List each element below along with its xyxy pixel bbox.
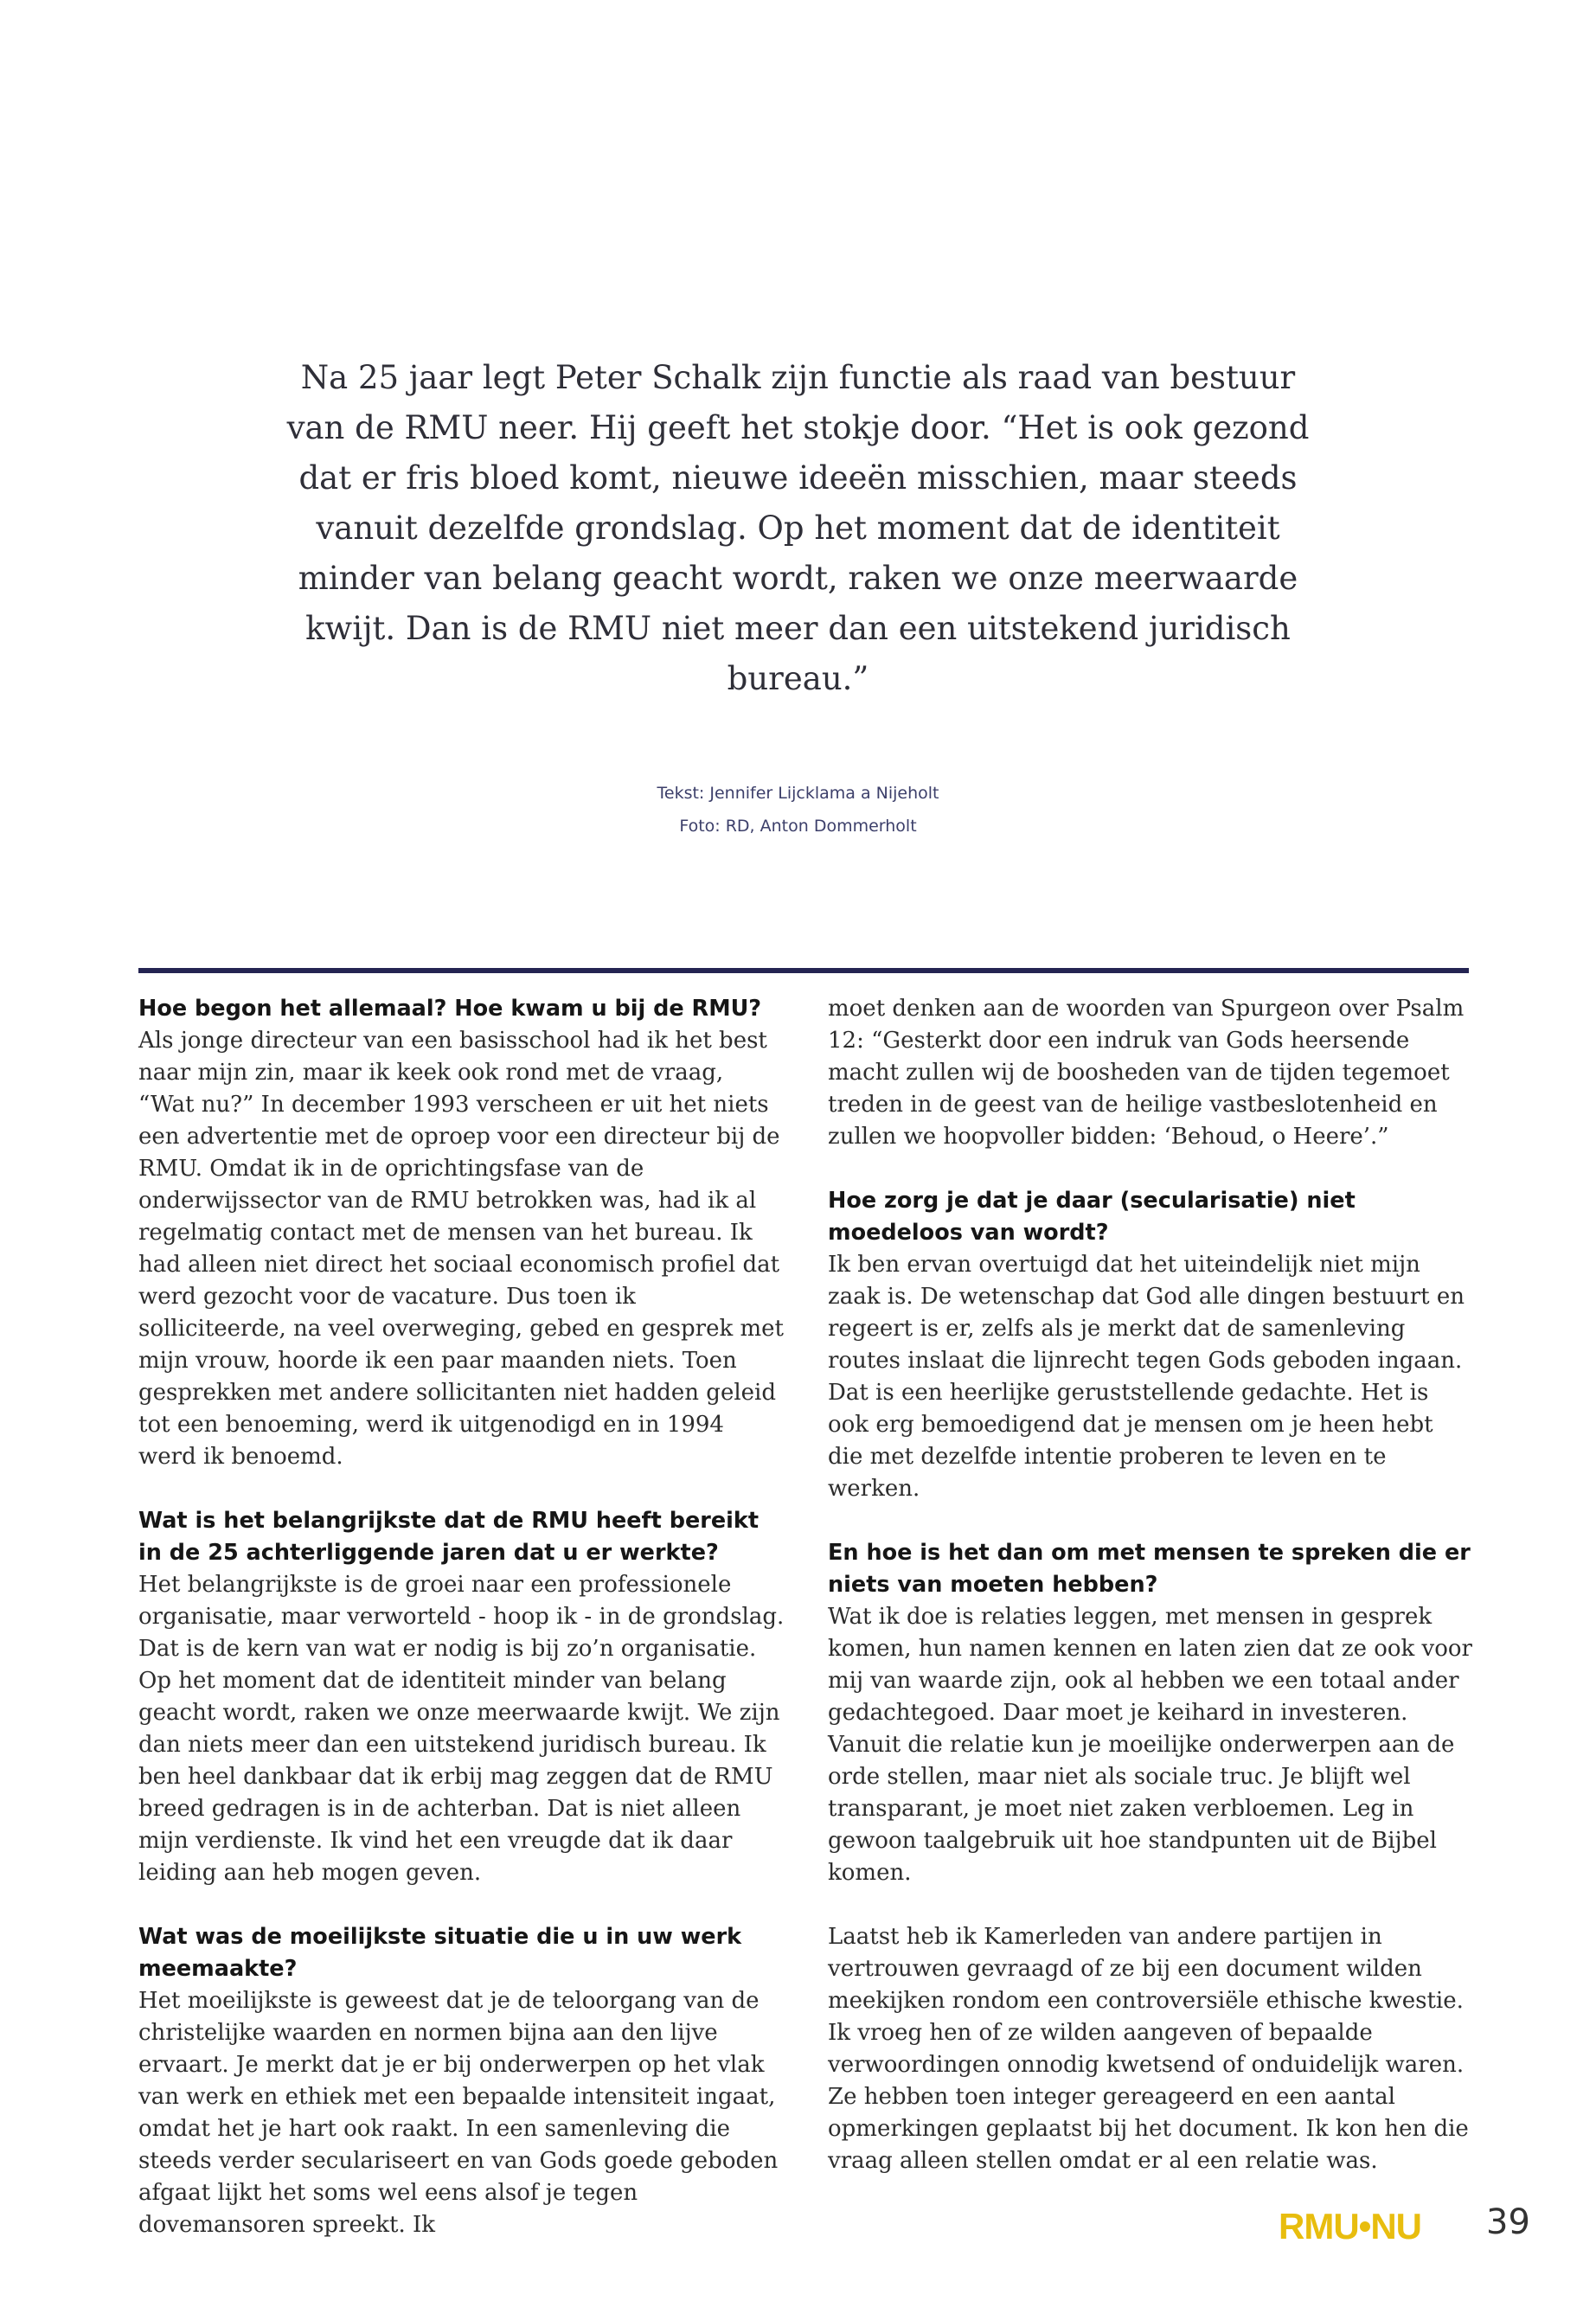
question-heading: Hoe zorg je dat je daar (secularisatie) niet moedeloos van wordt? bbox=[828, 1188, 1356, 1246]
question-heading: Wat was de moeilijkste situatie die u in uw werk meemaakte? bbox=[138, 1924, 742, 1982]
answer-paragraph: Als jonge directeur van een basisschool had ik het best naar mijn zin, maar ik keek ook rond met de vraag, “Wat nu?” In december 1993 verscheen er uit het niets een advertentie met de oproep voor een directeur bij de RMU. Omdat ik in de oprichtingsfase van de onderwijssector van de RMU betrokken was, had ik al regelmatig contact met de mensen van het bureau. Ik had alleen niet direct het sociaal economisch profiel dat werd gezocht voor de vacature. Dus toen ik solliciteerde, na veel overweging, gebed en gesprek met mijn vrouw, hoorde ik een paar maanden niets. Toen gesprekken met andere sollicitanten niet hadden geleid tot een benoeming, werd ik uitgenodigd en in 1994 werd ik benoemd. bbox=[138, 1028, 784, 1470]
column-right bbox=[828, 993, 1472, 2177]
question-heading: Wat is het belangrijkste dat de RMU heeft bereikt in de 25 achterliggende jaren dat u er werkte? bbox=[138, 1508, 760, 1566]
photo-credit: Foto: RD, Anton Dommerholt bbox=[679, 817, 917, 836]
column-left bbox=[138, 993, 785, 2241]
credits bbox=[484, 777, 1112, 843]
section-divider bbox=[138, 968, 1469, 973]
answer-paragraph: moet denken aan de woorden van Spurgeon over Psalm 12: “Gesterkt door een indruk van Gods heersende macht zullen wij de boosheden van de tijden tegemoet treden in de geest van de heilige vastbeslotenheid en zullen we hoopvoller bidden: ‘Behoud, o Heere’.” bbox=[828, 996, 1465, 1150]
answer-paragraph: Ik ben ervan overtuigd dat het uiteindelijk niet mijn zaak is. De wetenschap dat God alle dingen bestuurt en regeert is er, zelfs als je merkt dat de samenleving routes inslaat die lijnrecht tegen Gods geboden ingaan. Dat is een heerlijke geruststellende gedachte. Het is ook erg bemoedigend dat je mensen om je heen hebt die met dezelfde intentie proberen te leven en te werken. bbox=[828, 1252, 1465, 1502]
author-credit: Tekst: Jennifer Lijcklama a Nijeholt bbox=[657, 784, 939, 803]
intro-lead: Na 25 jaar legt Peter Schalk zijn functie als raad van bestuur van de RMU neer. Hij geeft het stokje door. “Het is ook gezond dat er fris bloed komt, nieuwe ideeën misschien, maar steeds vanuit dezelfde grondslag. Op het moment dat de identiteit minder van belang geacht wordt, raken we onze meerwaarde kwijt. Dan is de RMU niet meer dan een uitstekend juridisch bureau.” bbox=[286, 359, 1310, 697]
answer-paragraph: Het moeilijkste is geweest dat je de teloorgang van de christelijke waarden en normen bijna aan den lijve ervaart. Je merkt dat je er bij onderwerpen op het vlak van werk en ethiek met een bepaalde intensiteit ingaat, omdat het je hart ook raakt. In een samenleving die steeds verder seculariseert en van Gods goede geboden afgaat lijkt het soms wel eens alsof je tegen dovemansoren spreekt. Ik bbox=[138, 1988, 779, 2238]
answer-paragraph: Wat ik doe is relaties leggen, met mensen in gesprek komen, hun namen kennen en laten zien dat ze ook voor mij van waarde zijn, ook al hebben we een totaal ander gedachtegoed. Daar moet je keihard in investeren. Vanuit die relatie kun je moeilijke onderwerpen aan de orde stellen, maar niet als sociale truc. Je blijft wel transparant, je moet niet zaken verbloemen. Leg in gewoon taalgebruik uit hoe standpunten uit de Bijbel komen. bbox=[828, 1604, 1472, 1886]
answer-paragraph: Laatst heb ik Kamerleden van andere partijen in vertrouwen gevraagd of ze bij een document wilden meekijken rondom een controversiële ethische kwestie. Ik vroeg hen of ze wilden aangeven of bepaalde verwoordingen onnodig kwetsend of onduidelijk waren. Ze hebben toen integer gereageerd en een aantal opmerkingen geplaatst bij het document. Ik kon hen die vraag alleen stellen omdat er al een relatie was. bbox=[828, 1924, 1469, 2174]
page-number: 39 bbox=[1486, 2202, 1530, 2242]
question-heading: En hoe is het dan om met mensen te spreken die er niets van moeten hebben? bbox=[828, 1540, 1471, 1598]
brand-logo: RMU•NU bbox=[1279, 2206, 1422, 2247]
question-heading: Hoe begon het allemaal? Hoe kwam u bij de RMU? bbox=[138, 996, 762, 1022]
answer-paragraph: Het belangrijkste is de groei naar een professionele organisatie, maar verworteld - hoop ik - in de grondslag. Dat is de kern van wat er nodig is bij zo’n organisatie. Op het moment dat de identiteit minder van belang geacht wordt, raken we onze meerwaarde kwijt. We zijn dan niets meer dan een uitstekend juridisch bureau. Ik ben heel dankbaar dat ik erbij mag zeggen dat de RMU breed gedragen is in de achterban. Dat is niet alleen mijn verdienste. Ik vind het een vreugde dat ik daar leiding aan heb mogen geven. bbox=[138, 1572, 785, 1886]
